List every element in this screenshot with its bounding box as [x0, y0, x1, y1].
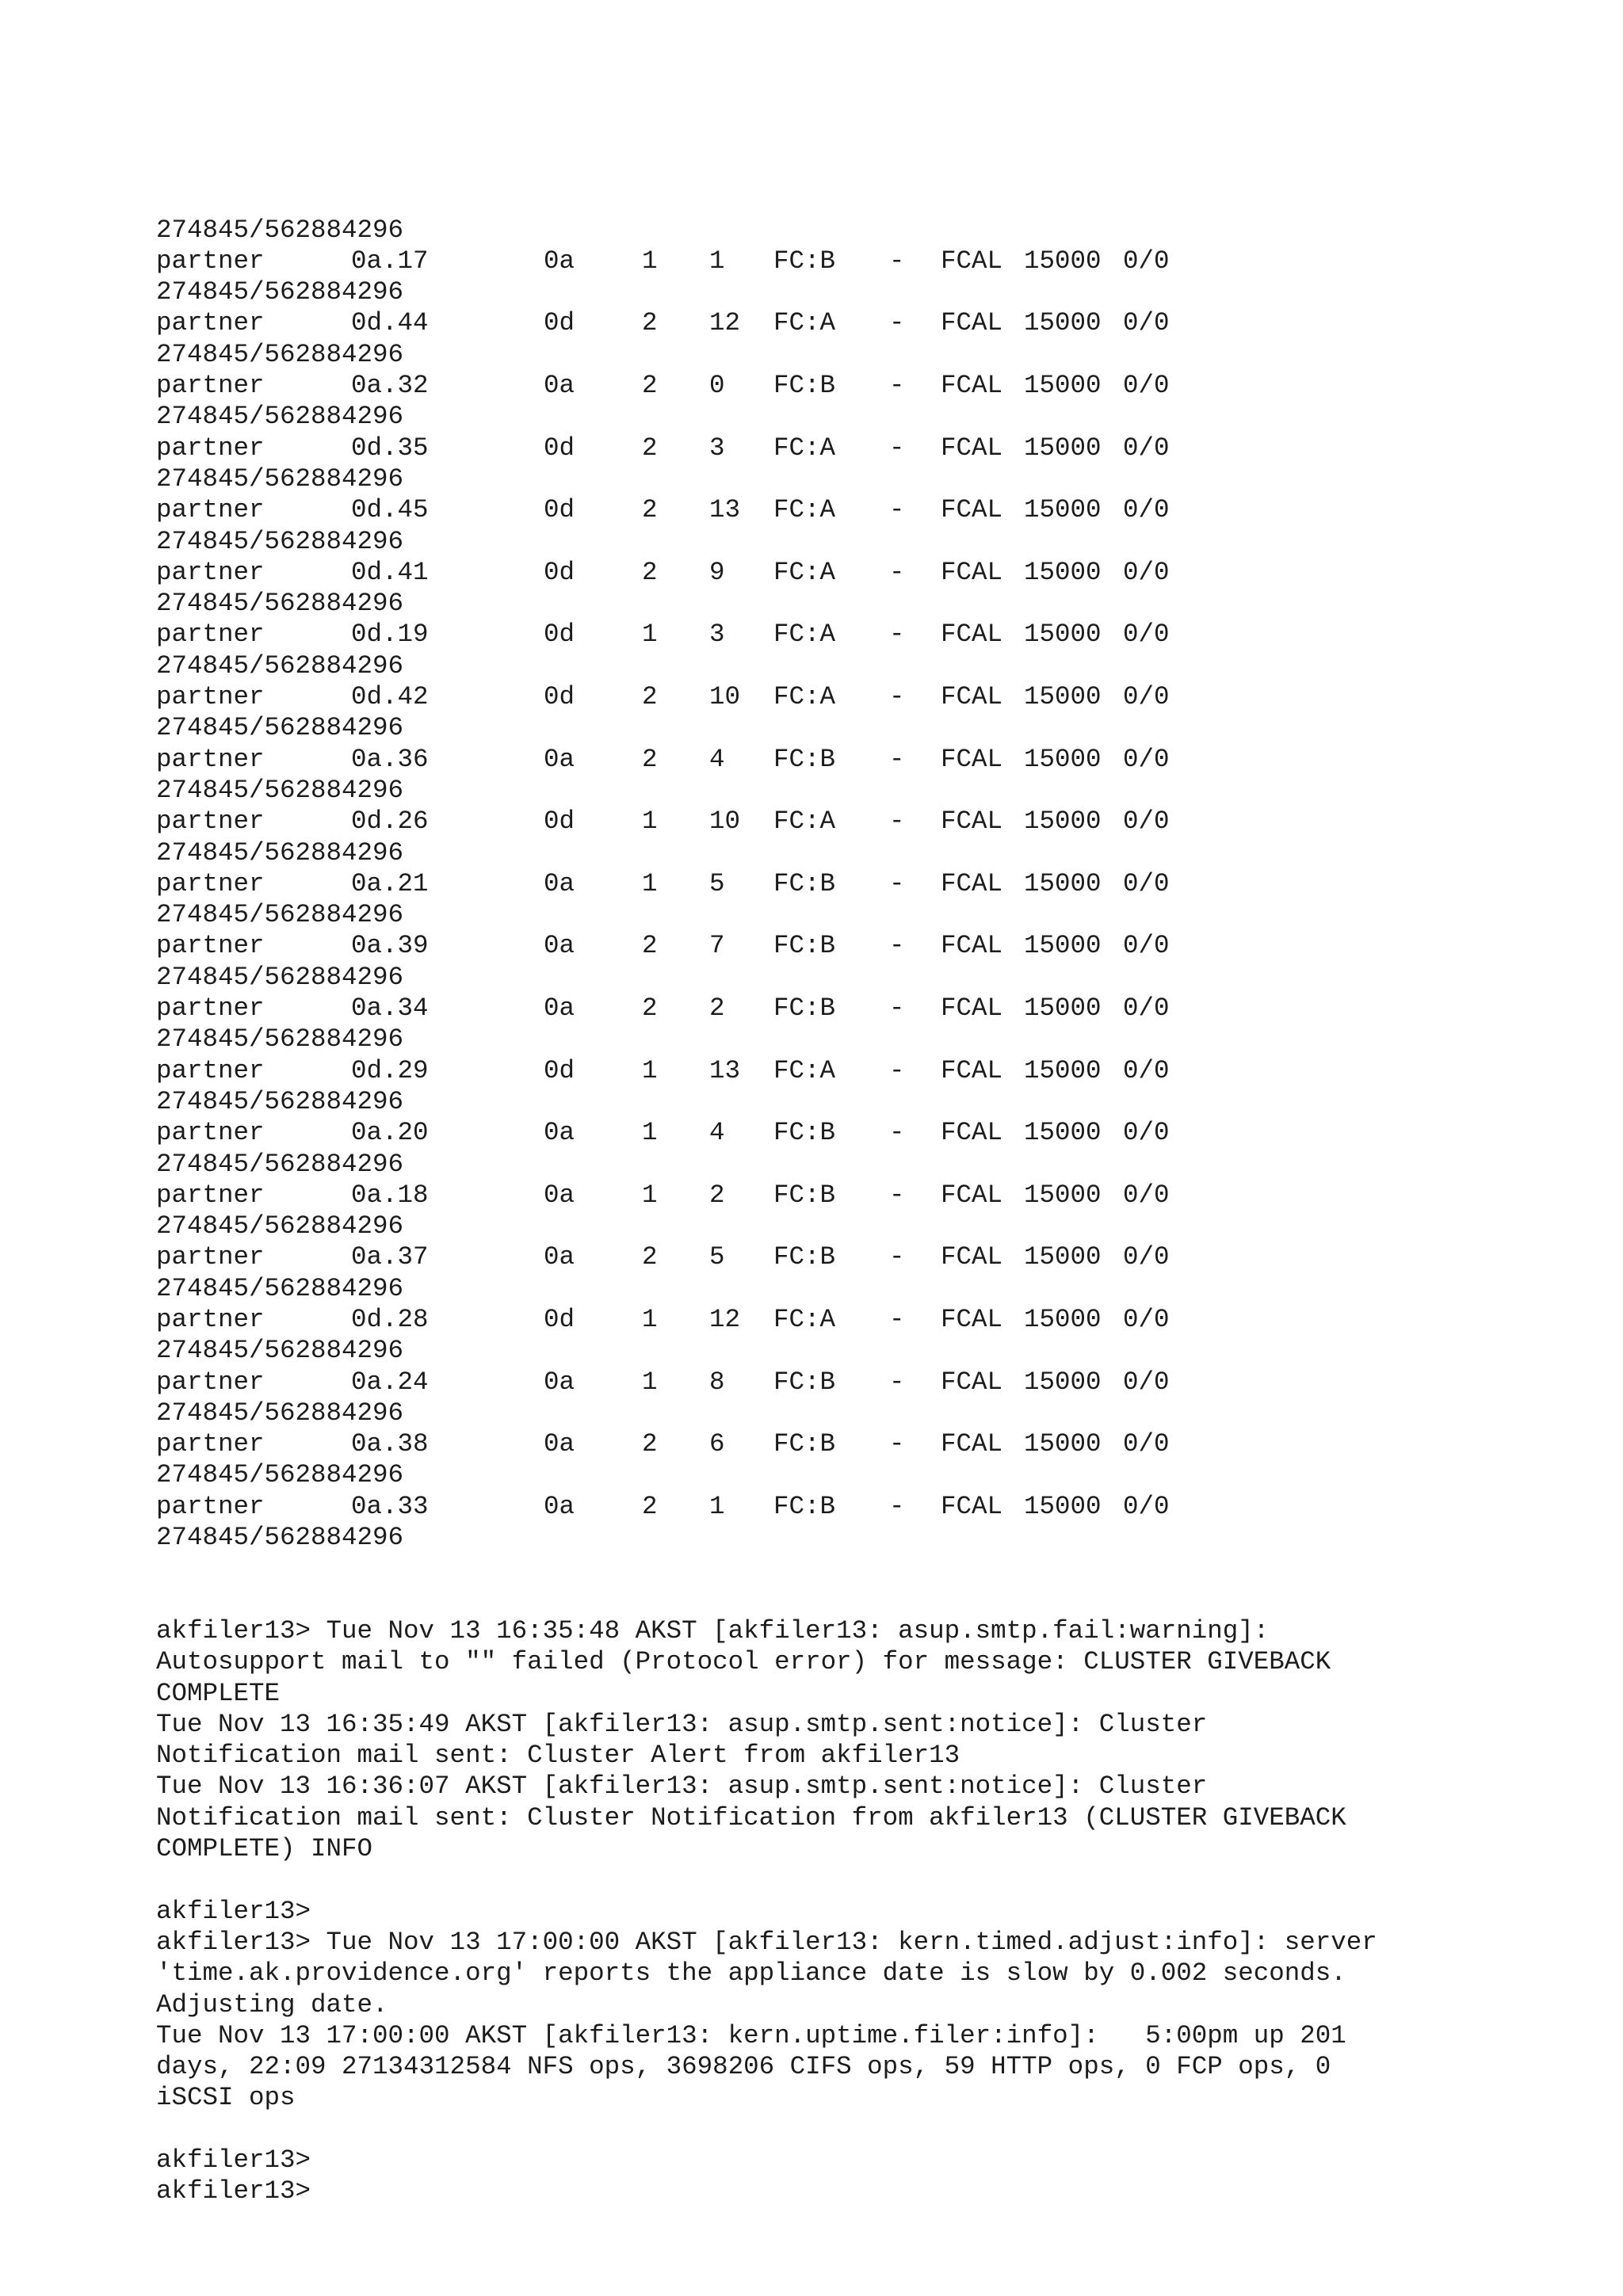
disk-bay: 8 — [709, 1367, 725, 1397]
disk-host-adapter: 0d — [544, 308, 575, 338]
disk-channel: FC:B — [773, 1242, 836, 1272]
disk-pool: - — [889, 495, 905, 525]
disk-role: partner — [156, 931, 265, 961]
disk-device: 0a.18 — [351, 1180, 429, 1210]
disk-rpm: 15000 — [1024, 868, 1102, 898]
disk-rpm: 15000 — [1024, 1118, 1102, 1148]
disk-row — [156, 370, 1567, 401]
disk-channel: FC:B — [773, 994, 836, 1024]
disk-rpm: 15000 — [1024, 308, 1102, 338]
disk-pool: - — [889, 1304, 905, 1334]
disk-size-line: 274845/562884296 — [156, 277, 404, 307]
disk-pool: - — [889, 1491, 905, 1521]
disk-bay: 6 — [709, 1429, 725, 1459]
disk-shelf: 2 — [642, 1429, 658, 1459]
disk-bay: 2 — [709, 994, 725, 1024]
disk-type: FCAL — [941, 308, 1003, 338]
log-line: Notification mail sent: Cluster Notification from akfiler13 (CLUSTER GIVEBACK — [156, 1802, 1346, 1833]
disk-host-adapter: 0a — [544, 246, 575, 276]
disk-used: 0/0 — [1123, 246, 1170, 276]
disk-size-line: 274845/562884296 — [156, 1398, 404, 1428]
disk-used: 0/0 — [1123, 931, 1170, 961]
disk-role: partner — [156, 246, 265, 276]
log-line: akfiler13> Tue Nov 13 17:00:00 AKST [akfiler13: kern.timed.adjust:info]: server — [156, 1927, 1377, 1957]
disk-bay: 0 — [709, 371, 725, 401]
log-line: COMPLETE — [156, 1678, 281, 1708]
disk-row — [156, 1304, 1567, 1335]
disk-shelf: 1 — [642, 1055, 658, 1085]
disk-host-adapter: 0d — [544, 1304, 575, 1334]
disk-type: FCAL — [941, 807, 1003, 837]
disk-row — [156, 744, 1567, 775]
console-log-document — [156, 152, 1567, 2238]
disk-row — [156, 557, 1567, 588]
disk-shelf: 2 — [642, 931, 658, 961]
disk-row — [156, 1117, 1567, 1148]
disk-device: 0a.33 — [351, 1491, 429, 1521]
disk-pool: - — [889, 868, 905, 898]
disk-pool: - — [889, 246, 905, 276]
disk-used: 0/0 — [1123, 1242, 1170, 1272]
disk-shelf: 1 — [642, 868, 658, 898]
disk-device: 0a.32 — [351, 371, 429, 401]
log-line: Tue Nov 13 16:35:49 AKST [akfiler13: asup.smtp.sent:notice]: Cluster — [156, 1709, 1208, 1739]
disk-bay: 5 — [709, 1242, 725, 1272]
disk-rpm: 15000 — [1024, 557, 1102, 587]
disk-channel: FC:A — [773, 1055, 836, 1085]
disk-pool: - — [889, 1367, 905, 1397]
disk-type: FCAL — [941, 371, 1003, 401]
disk-bay: 3 — [709, 620, 725, 650]
disk-host-adapter: 0a — [544, 931, 575, 961]
disk-shelf: 2 — [642, 744, 658, 774]
disk-bay: 3 — [709, 433, 725, 463]
disk-device: 0d.19 — [351, 620, 429, 650]
disk-used: 0/0 — [1123, 1180, 1170, 1210]
disk-host-adapter: 0a — [544, 371, 575, 401]
disk-device: 0d.35 — [351, 433, 429, 463]
disk-role: partner — [156, 682, 265, 712]
disk-pool: - — [889, 931, 905, 961]
disk-channel: FC:B — [773, 744, 836, 774]
disk-pool: - — [889, 557, 905, 587]
log-line: days, 22:09 27134312584 NFS ops, 3698206 CIFS ops, 59 HTTP ops, 0 FCP ops, 0 — [156, 2052, 1331, 2082]
disk-device: 0a.34 — [351, 994, 429, 1024]
disk-pool: - — [889, 371, 905, 401]
disk-bay: 12 — [709, 1304, 741, 1334]
disk-bay: 13 — [709, 1055, 741, 1085]
disk-rpm: 15000 — [1024, 1491, 1102, 1521]
disk-used: 0/0 — [1123, 620, 1170, 650]
disk-pool: - — [889, 1242, 905, 1272]
disk-size-line: 274845/562884296 — [156, 589, 404, 619]
log-line: akfiler13> — [156, 1896, 311, 1926]
disk-channel: FC:B — [773, 1118, 836, 1148]
disk-host-adapter: 0a — [544, 1367, 575, 1397]
disk-rpm: 15000 — [1024, 246, 1102, 276]
disk-rpm: 15000 — [1024, 1055, 1102, 1085]
disk-rpm: 15000 — [1024, 807, 1102, 837]
disk-rpm: 15000 — [1024, 1180, 1102, 1210]
disk-size-line: 274845/562884296 — [156, 650, 404, 681]
disk-bay: 12 — [709, 308, 741, 338]
disk-type: FCAL — [941, 868, 1003, 898]
disk-role: partner — [156, 308, 265, 338]
disk-type: FCAL — [941, 1304, 1003, 1334]
disk-used: 0/0 — [1123, 1055, 1170, 1085]
disk-rpm: 15000 — [1024, 1429, 1102, 1459]
disk-role: partner — [156, 557, 265, 587]
disk-channel: FC:B — [773, 1367, 836, 1397]
log-line: Autosupport mail to "" failed (Protocol error) for message: CLUSTER GIVEBACK — [156, 1647, 1331, 1677]
disk-pool: - — [889, 620, 905, 650]
disk-pool: - — [889, 744, 905, 774]
disk-host-adapter: 0a — [544, 1180, 575, 1210]
disk-rpm: 15000 — [1024, 620, 1102, 650]
disk-host-adapter: 0d — [544, 807, 575, 837]
disk-pool: - — [889, 994, 905, 1024]
disk-row — [156, 1428, 1567, 1459]
disk-used: 0/0 — [1123, 807, 1170, 837]
disk-shelf: 1 — [642, 620, 658, 650]
disk-row — [156, 246, 1567, 277]
disk-shelf: 1 — [642, 1180, 658, 1210]
disk-role: partner — [156, 495, 265, 525]
disk-bay: 4 — [709, 1118, 725, 1148]
disk-pool: - — [889, 308, 905, 338]
disk-row — [156, 619, 1567, 650]
disk-rpm: 15000 — [1024, 371, 1102, 401]
disk-host-adapter: 0d — [544, 557, 575, 587]
disk-type: FCAL — [941, 620, 1003, 650]
log-line: Tue Nov 13 17:00:00 AKST [akfiler13: kern.uptime.filer:info]: 5:00pm up 201 — [156, 2020, 1346, 2050]
disk-used: 0/0 — [1123, 1304, 1170, 1334]
disk-type: FCAL — [941, 433, 1003, 463]
disk-size-line: 274845/562884296 — [156, 526, 404, 556]
disk-row — [156, 1491, 1567, 1522]
disk-channel: FC:B — [773, 931, 836, 961]
disk-device: 0a.24 — [351, 1367, 429, 1397]
disk-shelf: 2 — [642, 1491, 658, 1521]
disk-role: partner — [156, 1304, 265, 1334]
disk-row — [156, 1241, 1567, 1272]
log-line: akfiler13> — [156, 2176, 311, 2206]
disk-rpm: 15000 — [1024, 1242, 1102, 1272]
disk-device: 0d.29 — [351, 1055, 429, 1085]
disk-rpm: 15000 — [1024, 495, 1102, 525]
log-line: Notification mail sent: Cluster Alert from akfiler13 — [156, 1741, 960, 1771]
disk-channel: FC:B — [773, 371, 836, 401]
disk-size-line: 274845/562884296 — [156, 1336, 404, 1366]
disk-bay: 4 — [709, 744, 725, 774]
disk-host-adapter: 0d — [544, 495, 575, 525]
disk-channel: FC:A — [773, 557, 836, 587]
disk-used: 0/0 — [1123, 994, 1170, 1024]
log-line: akfiler13> — [156, 2145, 311, 2175]
disk-shelf: 1 — [642, 807, 658, 837]
disk-channel: FC:B — [773, 1491, 836, 1521]
log-line: 'time.ak.providence.org' reports the appliance date is slow by 0.002 seconds. — [156, 1958, 1346, 1989]
disk-shelf: 2 — [642, 371, 658, 401]
disk-type: FCAL — [941, 246, 1003, 276]
disk-type: FCAL — [941, 1055, 1003, 1085]
disk-type: FCAL — [941, 744, 1003, 774]
disk-pool: - — [889, 682, 905, 712]
disk-rpm: 15000 — [1024, 1367, 1102, 1397]
disk-host-adapter: 0a — [544, 994, 575, 1024]
disk-used: 0/0 — [1123, 1118, 1170, 1148]
disk-pool: - — [889, 1429, 905, 1459]
disk-used: 0/0 — [1123, 371, 1170, 401]
disk-channel: FC:B — [773, 868, 836, 898]
disk-device: 0d.28 — [351, 1304, 429, 1334]
disk-size-line: 274845/562884296 — [156, 1523, 404, 1553]
disk-channel: FC:B — [773, 1180, 836, 1210]
disk-used: 0/0 — [1123, 557, 1170, 587]
disk-pool: - — [889, 807, 905, 837]
disk-listing — [156, 215, 1567, 1554]
disk-row — [156, 1367, 1567, 1398]
log-line: COMPLETE) INFO — [156, 1834, 373, 1864]
disk-channel: FC:B — [773, 1429, 836, 1459]
disk-host-adapter: 0a — [544, 1118, 575, 1148]
disk-channel: FC:A — [773, 807, 836, 837]
disk-device: 0d.41 — [351, 557, 429, 587]
disk-shelf: 2 — [642, 433, 658, 463]
disk-used: 0/0 — [1123, 1367, 1170, 1397]
disk-type: FCAL — [941, 994, 1003, 1024]
disk-channel: FC:A — [773, 433, 836, 463]
disk-channel: FC:A — [773, 308, 836, 338]
disk-host-adapter: 0d — [544, 682, 575, 712]
disk-host-adapter: 0d — [544, 433, 575, 463]
disk-size-line: 274845/562884296 — [156, 1024, 404, 1055]
disk-type: FCAL — [941, 1118, 1003, 1148]
disk-pool: - — [889, 433, 905, 463]
disk-rpm: 15000 — [1024, 682, 1102, 712]
disk-role: partner — [156, 1118, 265, 1148]
disk-row — [156, 806, 1567, 837]
disk-pool: - — [889, 1055, 905, 1085]
disk-used: 0/0 — [1123, 868, 1170, 898]
disk-used: 0/0 — [1123, 682, 1170, 712]
disk-device: 0a.38 — [351, 1429, 429, 1459]
disk-role: partner — [156, 1180, 265, 1210]
disk-role: partner — [156, 433, 265, 463]
disk-type: FCAL — [941, 1491, 1003, 1521]
disk-host-adapter: 0a — [544, 1242, 575, 1272]
disk-device: 0d.44 — [351, 308, 429, 338]
disk-size-line: 274845/562884296 — [156, 1086, 404, 1116]
disk-shelf: 2 — [642, 1242, 658, 1272]
disk-used: 0/0 — [1123, 1429, 1170, 1459]
disk-row — [156, 1055, 1567, 1086]
disk-host-adapter: 0d — [544, 620, 575, 650]
disk-shelf: 1 — [642, 246, 658, 276]
disk-shelf: 2 — [642, 994, 658, 1024]
disk-shelf: 1 — [642, 1118, 658, 1148]
disk-used: 0/0 — [1123, 308, 1170, 338]
disk-host-adapter: 0a — [544, 744, 575, 774]
disk-size-line: 274845/562884296 — [156, 713, 404, 743]
disk-bay: 2 — [709, 1180, 725, 1210]
disk-pool: - — [889, 1118, 905, 1148]
disk-host-adapter: 0a — [544, 1491, 575, 1521]
disk-bay: 1 — [709, 246, 725, 276]
disk-size-line: 274845/562884296 — [156, 1211, 404, 1241]
disk-device: 0d.42 — [351, 682, 429, 712]
console-messages — [156, 1615, 1567, 2207]
disk-type: FCAL — [941, 1367, 1003, 1397]
disk-type: FCAL — [941, 495, 1003, 525]
disk-role: partner — [156, 1367, 265, 1397]
disk-device: 0d.45 — [351, 495, 429, 525]
disk-size-line: 274845/562884296 — [156, 1273, 404, 1303]
disk-row — [156, 307, 1567, 338]
disk-channel: FC:B — [773, 246, 836, 276]
disk-size-line: 274845/562884296 — [156, 463, 404, 494]
disk-rpm: 15000 — [1024, 744, 1102, 774]
disk-row — [156, 868, 1567, 899]
disk-bay: 10 — [709, 807, 741, 837]
disk-size-line: 274845/562884296 — [156, 402, 404, 432]
disk-row — [156, 433, 1567, 463]
disk-type: FCAL — [941, 557, 1003, 587]
disk-used: 0/0 — [1123, 495, 1170, 525]
disk-row — [156, 681, 1567, 712]
disk-rpm: 15000 — [1024, 1304, 1102, 1334]
log-line: Adjusting date. — [156, 1989, 388, 2019]
disk-device: 0a.39 — [351, 931, 429, 961]
disk-host-adapter: 0a — [544, 1429, 575, 1459]
log-line: Tue Nov 13 16:36:07 AKST [akfiler13: asup.smtp.sent:notice]: Cluster — [156, 1772, 1208, 1802]
disk-role: partner — [156, 868, 265, 898]
disk-shelf: 2 — [642, 682, 658, 712]
disk-host-adapter: 0a — [544, 868, 575, 898]
disk-role: partner — [156, 1429, 265, 1459]
disk-rpm: 15000 — [1024, 994, 1102, 1024]
disk-type: FCAL — [941, 1429, 1003, 1459]
log-line: iSCSI ops — [156, 2083, 296, 2113]
disk-role: partner — [156, 1242, 265, 1272]
disk-bay: 5 — [709, 868, 725, 898]
disk-role: partner — [156, 807, 265, 837]
disk-channel: FC:A — [773, 620, 836, 650]
disk-bay: 9 — [709, 557, 725, 587]
disk-type: FCAL — [941, 931, 1003, 961]
disk-size-line: 274845/562884296 — [156, 775, 404, 805]
disk-channel: FC:A — [773, 495, 836, 525]
disk-bay: 13 — [709, 495, 741, 525]
disk-bay: 10 — [709, 682, 741, 712]
disk-rpm: 15000 — [1024, 931, 1102, 961]
disk-device: 0a.37 — [351, 1242, 429, 1272]
disk-row — [156, 993, 1567, 1024]
disk-host-adapter: 0d — [544, 1055, 575, 1085]
disk-size-line: 274845/562884296 — [156, 1149, 404, 1179]
disk-size-line: 274845/562884296 — [156, 962, 404, 992]
disk-type: FCAL — [941, 682, 1003, 712]
disk-role: partner — [156, 1491, 265, 1521]
disk-shelf: 2 — [642, 495, 658, 525]
log-line: akfiler13> Tue Nov 13 16:35:48 AKST [akfiler13: asup.smtp.fail:warning]: — [156, 1615, 1270, 1646]
disk-role: partner — [156, 620, 265, 650]
disk-shelf: 1 — [642, 1367, 658, 1397]
disk-device: 0a.20 — [351, 1118, 429, 1148]
disk-device: 0a.36 — [351, 744, 429, 774]
disk-device: 0a.17 — [351, 246, 429, 276]
disk-row — [156, 930, 1567, 961]
disk-role: partner — [156, 371, 265, 401]
disk-rpm: 15000 — [1024, 433, 1102, 463]
disk-device: 0a.21 — [351, 868, 429, 898]
disk-size-line: 274845/562884296 — [156, 339, 404, 369]
disk-used: 0/0 — [1123, 1491, 1170, 1521]
disk-shelf: 2 — [642, 557, 658, 587]
disk-used: 0/0 — [1123, 744, 1170, 774]
disk-role: partner — [156, 1055, 265, 1085]
disk-size-line: 274845/562884296 — [156, 215, 404, 245]
disk-size-line: 274845/562884296 — [156, 1460, 404, 1490]
disk-row — [156, 494, 1567, 525]
disk-type: FCAL — [941, 1242, 1003, 1272]
disk-channel: FC:A — [773, 682, 836, 712]
disk-shelf: 2 — [642, 308, 658, 338]
log-line — [156, 2114, 1567, 2145]
disk-role: partner — [156, 744, 265, 774]
disk-size-line: 274845/562884296 — [156, 900, 404, 930]
disk-bay: 1 — [709, 1491, 725, 1521]
disk-size-line: 274845/562884296 — [156, 837, 404, 868]
disk-pool: - — [889, 1180, 905, 1210]
disk-channel: FC:A — [773, 1304, 836, 1334]
log-line — [156, 1864, 1567, 1895]
disk-row — [156, 1180, 1567, 1211]
disk-bay: 7 — [709, 931, 725, 961]
disk-device: 0d.26 — [351, 807, 429, 837]
disk-shelf: 1 — [642, 1304, 658, 1334]
disk-role: partner — [156, 994, 265, 1024]
disk-type: FCAL — [941, 1180, 1003, 1210]
disk-used: 0/0 — [1123, 433, 1170, 463]
